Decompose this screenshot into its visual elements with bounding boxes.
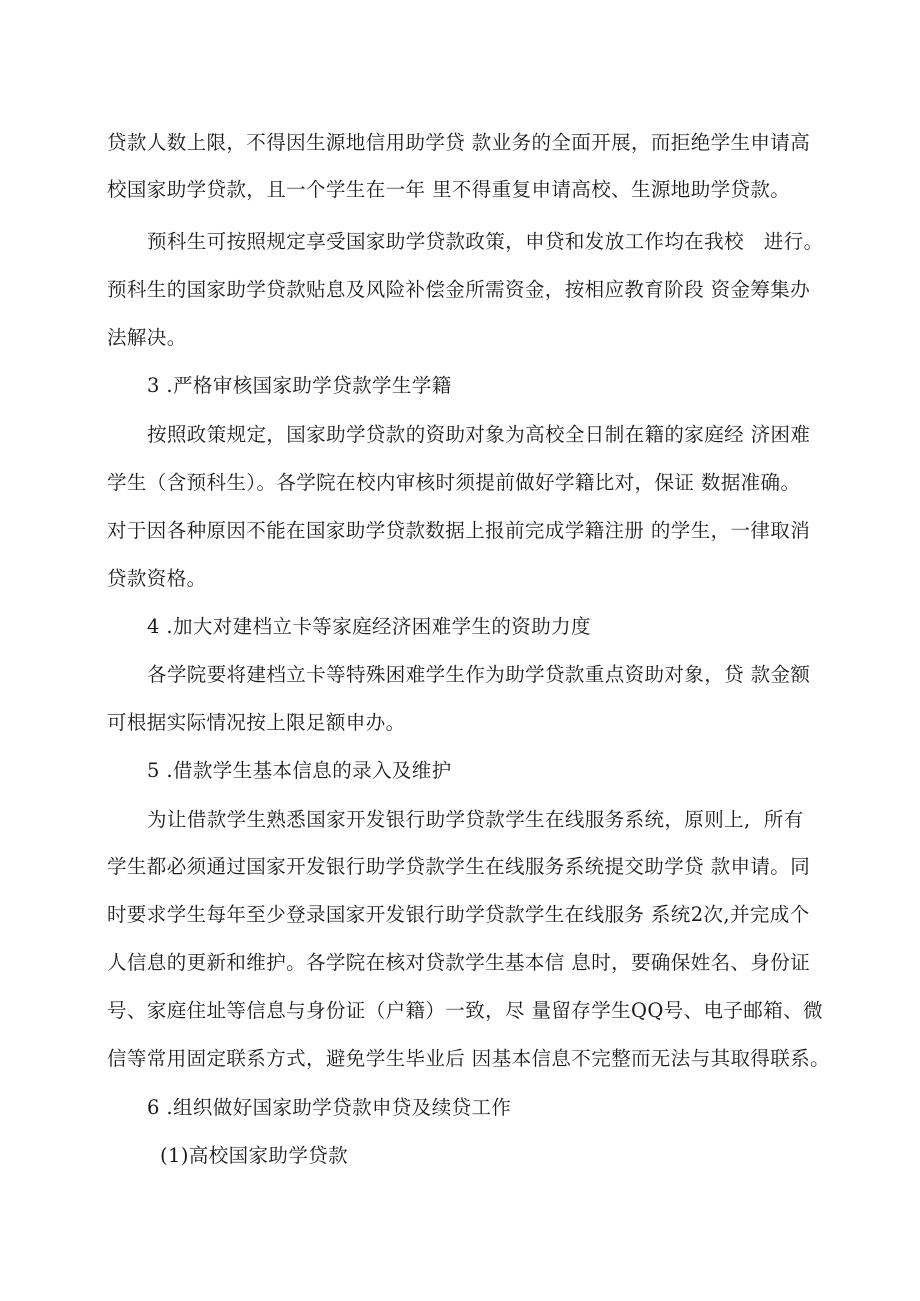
paragraph-line: 学生都必须通过国家开发银行助学贷款学生在线服务系统提交助学贷 款申请。同 <box>107 855 811 878</box>
section-heading: 5 .借款学生基本信息的录入及维护 <box>147 759 452 782</box>
subsection-heading: (1)高校国家助学贷款 <box>160 1144 349 1167</box>
section-heading: 4 .加大对建档立卡等家庭经济困难学生的资助力度 <box>147 615 591 638</box>
paragraph-line: 校国家助学贷款，且一个学生在一年 里不得重复申请高校、生源地助学贷款。 <box>107 178 791 201</box>
paragraph-line: 贷款人数上限，不得因生源地信用助学贷 款业务的全面开展，而拒绝学生申请高 <box>107 131 811 154</box>
paragraph-line: 预科生可按照规定享受国家助学贷款政策，申贷和发放工作均在我校 进行。 <box>147 230 824 253</box>
paragraph-line: 按照政策规定，国家助学贷款的资助对象为高校全日制在籍的家庭经 济困难 <box>147 423 811 446</box>
paragraph-line: 对于因各种原因不能在国家助学贷款数据上报前完成学籍注册 的学生，一律取消 <box>107 519 811 542</box>
paragraph-line: 法解决。 <box>107 326 187 349</box>
section-heading: 3 .严格审核国家助学贷款学生学籍 <box>147 374 452 397</box>
paragraph-line: 各学院要将建档立卡等特殊困难学生作为助学贷款重点资助对象，贷 款金额 <box>147 663 811 686</box>
section-heading: 6 .组织做好国家助学贷款申贷及续贷工作 <box>147 1096 512 1119</box>
paragraph-line: 贷款资格。 <box>107 567 207 590</box>
paragraph-line: 时要求学生每年至少登录国家开发银行助学贷款学生在线服务 系统2次,并完成个 <box>107 903 810 926</box>
paragraph-line: 预科生的国家助学贷款贴息及风险补偿金所需资金，按相应教育阶段 资金筹集办 <box>107 278 811 301</box>
paragraph-line: 可根据实际情况按上限足额申办。 <box>107 711 406 734</box>
paragraph-line: 信等常用固定联系方式，避免学生毕业后 因基本信息不完整而无法与其取得联系。 <box>107 1047 830 1070</box>
paragraph-line: 人信息的更新和维护。各学院在核对贷款学生基本信 息时，要确保姓名、身份证 <box>107 951 811 974</box>
paragraph-line: 号、家庭住址等信息与身份证（户籍）一致，尽 量留存学生QQ号、电子邮箱、微 <box>107 999 823 1022</box>
paragraph-line: 为让借款学生熟悉国家开发银行助学贷款学生在线服务系统，原则上, 所有 <box>147 808 804 831</box>
paragraph-line: 学生（含预科生）。各学院在校内审核时须提前做好学籍比对，保证 数据准确。 <box>107 471 801 494</box>
